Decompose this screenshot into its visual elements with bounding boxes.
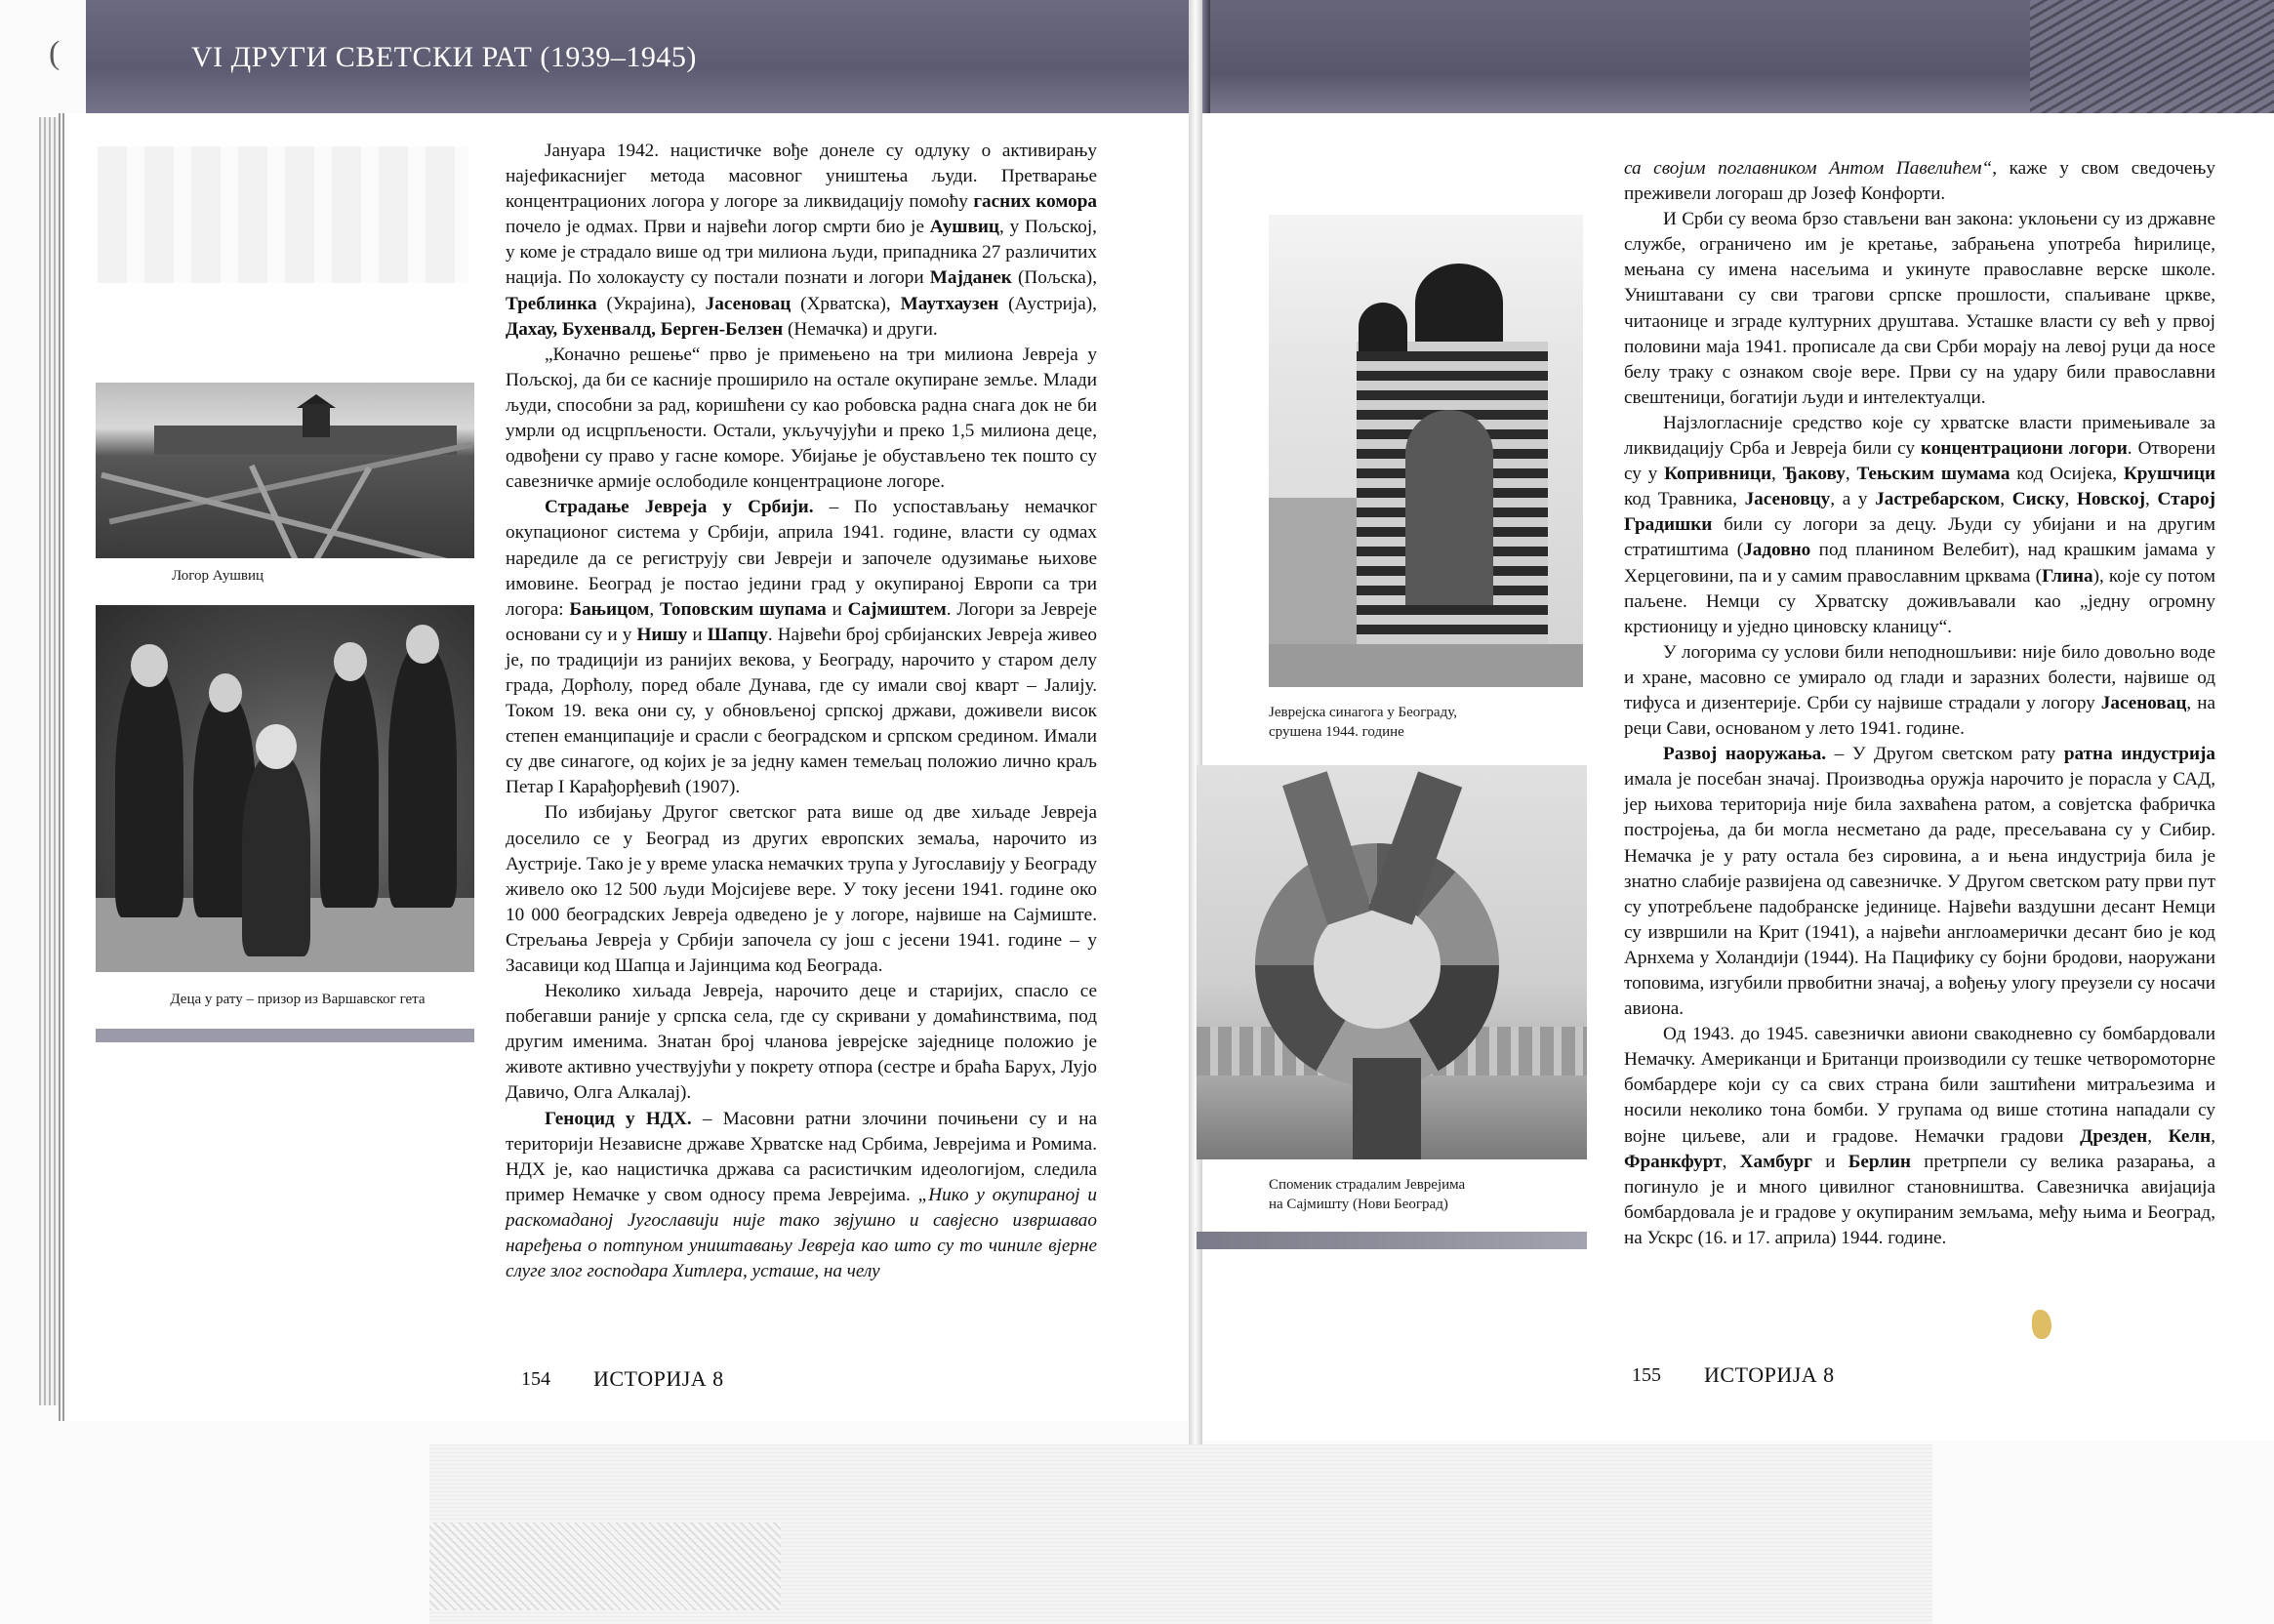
text-segment: Сајмиштем: [847, 598, 947, 620]
text-segment: Геноцид у НДХ.: [545, 1108, 692, 1129]
right-book-title: ИСТОРИЈА 8: [1704, 1362, 1835, 1387]
text-segment: – По успостављању немачког окупационог система у Србији, априла 1941. године, власти су одмах наредиле да се региструју сви Јевреји и започеле одузимање њихове имовине. Београд је постао једини град у окупираној Европи са три логора:: [506, 497, 1097, 620]
synagogue-caption: [1269, 703, 1581, 742]
text-segment: Старој Градишки: [1624, 489, 2216, 536]
monument-caption-text: Споменик страдалим Јеврејима на Сајмишту (Нови Београд): [1269, 1177, 1466, 1212]
paragraph-p6: [506, 1107, 1097, 1285]
text-segment: – У Другом светском рату: [1826, 744, 2064, 765]
text-segment: Треблинка: [506, 293, 597, 314]
text-segment: Јасеновац: [2100, 692, 2187, 713]
paragraph-r2: [1624, 207, 2215, 411]
text-segment: Копривници: [1664, 464, 1772, 485]
text-segment: са својим поглавником Антом Павелићем“: [1624, 158, 1993, 179]
text-segment: Ђакову: [1782, 464, 1846, 485]
text-segment: „Коначно решење“ прво је примењено на три милиона Јевреја у Пољској, да би се касније проширило на остале окупиране земље. Млади људи, способни за рад, коришћени су као робовска радна снага док не би умрли од исцрпљености. Остали, укључујући и преко 1,5 милиона деце, одвођени су право у гасне коморе. Убијање је обустављено тек пошто су савезничке армије ослободиле концентрационе логоре.: [506, 344, 1097, 493]
text-segment: ,: [2145, 489, 2158, 510]
sajmiste-monument-photo: [1197, 765, 1587, 1159]
paper-stain: [2032, 1310, 2051, 1339]
left-photo-bottom-band: [96, 1029, 474, 1042]
text-segment: ,: [649, 598, 660, 620]
paragraph-r1: [1624, 156, 2215, 207]
text-segment: Франкфурт: [1624, 1151, 1723, 1172]
text-segment: „Нико у окупираној и раскомаданој Југославији није тако звјушно и савјесно извршавао наређења о потпуном уништавању Јевреја као што су то чиниле вјерне слуге злог господара Хитлера, усташе, на челу: [506, 1184, 1097, 1282]
text-segment: Дахау, Бухенвалд, Берген-Белзен: [506, 318, 784, 340]
text-segment: Тењским шумама: [1856, 464, 2010, 485]
text-segment: (Немачка) и други.: [783, 318, 938, 340]
text-segment: ,: [2211, 1125, 2215, 1147]
paragraph-r3: [1624, 411, 2215, 640]
text-segment: Јасеновцу: [1744, 489, 1831, 510]
warsaw-ghetto-caption: Деца у рату – призор из Варшавског гета: [170, 992, 426, 1007]
faded-heading-ghost: [98, 146, 468, 283]
text-segment: Најзлогласније средство које су хрватске власти примењивале за ликвидацију Срба и Јевреја били су: [1624, 412, 2215, 460]
synagogue-caption-text: Јеврејска синагога у Београду, срушена 1944. године: [1269, 705, 1457, 740]
text-segment: . Отворени су у: [1624, 438, 2215, 485]
text-segment: почело је одмах. Први и највећи логор смрти био је: [506, 217, 930, 238]
left-page-number: 154: [521, 1368, 550, 1390]
text-segment: и: [687, 624, 708, 645]
warsaw-ghetto-photo: [96, 605, 474, 972]
text-segment: Мајданек: [929, 267, 1012, 289]
text-segment: Бањицом: [569, 598, 650, 620]
text-segment: Страдање Јевреја у Србији.: [545, 497, 814, 518]
text-segment: ратна индустрија: [2063, 744, 2215, 765]
text-segment: Неколико хиљада Јевреја, нарочито деце и старијих, спасло се побегавши раније у српска села, где су скривани у домаћинствима, под другим именима. Знатан број чланова јеврејске заједнице положио је животе активно учествујући у покрету отпора (сестре и браћа Барух, Лујо Давичо, Олга Алкалај).: [506, 981, 1097, 1104]
paragraph-p1: [506, 139, 1097, 343]
left-book-title: ИСТОРИЈА 8: [593, 1366, 724, 1391]
monument-caption: [1269, 1175, 1581, 1214]
text-segment: имала је посебан значај. Производња оружја нарочито је порасла у САД, јер њихова територија није била захваћена ратом, а совјетска фабричка постројења, да би могла несметано да раде, пресељавана су у Сибир. Немачка је у рату остала без сировина, а и њена индустрија била је знатно слабије развијена од савезничке. У Другом светском рату први пут су употребљене падобранске јединице. Највећи ваздушни десант Немци су извршили на Крит (1941), а највећи англоамерички десант био је код Арнхема у Холандији (1944). На Пацифику су бојни бродови, наоружани топовима, изгубили првобитни значај, а вођењу улогу преузели су носачи авиона.: [1624, 769, 2215, 1020]
text-segment: Сиску: [2011, 489, 2065, 510]
auschwitz-photo: [96, 383, 474, 558]
auschwitz-caption: Логор Аушвиц: [171, 568, 264, 584]
text-segment: . Највећи број србијанских Јевреја живео је, по традицији из ранијих векова, у Београду, нарочито у старом делу града, Дорћолу, поред обале Дунава, где су имали свој кварт – Јалију. Током 19. века они су, у обновљеној српској држави, доживели висок степен еманципације и срасли с београдском и српском средином. Имали су две синагоге, од којих је за једну камен темељац положио лично краљ Петар I Карађорђевић (1907).: [506, 624, 1098, 798]
paragraph-p4: [506, 800, 1097, 979]
paragraph-r4: [1624, 640, 2215, 742]
text-segment: ,: [1845, 464, 1857, 485]
text-segment: (Аустрија),: [998, 293, 1097, 314]
text-segment: , а у: [1830, 489, 1876, 510]
text-segment: Новској: [2077, 489, 2145, 510]
text-segment: По избијању Другог светског рата више од две хиљаде Јевреја доселило се у Београд из других европских земаља, нарочито из Аустрије. Тако је у време уласка немачких трупа у Југославију у Београду живело око 12 500 људи Мојсијеве вере. У току јесени 1941. године око 10 000 београдских Јевреја одведено је у логоре, највише на Сајмиште. Стрељања Јевреја у Србији започела су још с јесени 1941. године – у Засавици код Шапца и Јајинцима код Београда.: [506, 802, 1097, 976]
text-segment: Топовским шупама: [659, 598, 827, 620]
text-segment: , у Пољској, у коме је страдало више од три милиона људи, припадника 27 различитих нација. По холокаусту су постали познати и логори: [506, 217, 1097, 289]
text-segment: Маутхаузен: [900, 293, 999, 314]
text-segment: Шапцу: [707, 624, 768, 645]
text-segment: (Хрватска),: [791, 293, 901, 314]
synagogue-photo: [1269, 215, 1583, 687]
text-segment: ,: [1722, 1151, 1740, 1172]
text-segment: Глина: [2042, 565, 2093, 587]
text-segment: код Осијека,: [2010, 464, 2124, 485]
text-segment: Аушвиц: [929, 217, 999, 238]
paragraph-p5: [506, 979, 1097, 1106]
text-segment: . Логори за Јевреје основани су и у: [506, 598, 1097, 645]
text-segment: И Срби су веома брзо стављени ван закона: уклоњени су из државне службе, ограничено им је кретање, забрањена употреба ћирилице, мењана су имена насељима и укинуте православне верске школе. Уништавани су сви трагови српске прошлости, спаљиване цркве, читаонице и зграде културних друштава. Усташке власти су већ у првој половини маја 1941. прописале да сви Срби морају на левој руци да носе белу траку с ознаком своје вере. Први су на удару били православни свештеници, богатији људи и интелектуалци.: [1624, 209, 2215, 408]
text-segment: (Украјина),: [596, 293, 706, 314]
text-segment: , каже у свом сведочењу преживели логораш др Јозеф Конфорти.: [1624, 158, 2215, 205]
text-segment: и: [1812, 1151, 1848, 1172]
paragraph-p2: [506, 343, 1097, 496]
text-segment: Берлин: [1848, 1151, 1911, 1172]
text-segment: претрпели су велика разарања, а погинуло је и много цивилног становништва. Савезничка авијација бомбардовала је и градове у окупираним земљама, међу њима и Београд, на Ускрс (16. и 17. априла) 1944. године.: [1624, 1151, 2216, 1248]
text-segment: – Масовни ратни злочини почињени су и на територији Независне државе Хрватске над Србима, Јеврејима и Ромима. НДХ је, као нацистичка држава са расистичким идеологијом, следила пример Немачке у свом односу према Јеврејима.: [506, 1108, 1097, 1205]
text-segment: Јануара 1942. нацистичке вође донеле су одлуку о активирању најефикаснијег метода масовног уништења људи. Претварање концентрационих логора у логоре за ликвидацију помоћу: [506, 141, 1097, 213]
text-segment: Келн: [2168, 1125, 2212, 1147]
right-photo-bottom-band: [1197, 1232, 1587, 1249]
chapter-title: VI ДРУГИ СВЕТСКИ РАТ (1939–1945): [191, 41, 697, 73]
text-segment: Развој наоружања.: [1663, 744, 1827, 765]
text-segment: ,: [1771, 464, 1783, 485]
text-segment: Од 1943. до 1945. савезнички авиони свакодневно су бомбардовали Немачку. Американци и Британци производили су тешке четворомоторне бомбардере који су са свих страна били заштићени митраљезима и носили неколико тона бомби. У групама од више стотина нападали су војне циљеве, али и градове. Немачки градови: [1624, 1024, 2215, 1147]
text-segment: Нишу: [636, 624, 688, 645]
text-segment: гасних комора: [973, 191, 1098, 213]
bomber-plane-image: [2030, 0, 2274, 113]
right-page-text: [1624, 156, 2215, 1251]
book-page-edges: [39, 117, 59, 1405]
text-segment: били су логори за децу. Људи су убијани и на другим стратиштима (: [1624, 514, 2215, 561]
scan-noise: [429, 1522, 781, 1610]
text-segment: под планином Велебит), над крашким јамама у Херцеговини, па и у самим православним црквама (: [1624, 540, 2215, 587]
text-segment: код Травника,: [1624, 489, 1745, 510]
text-segment: ), које су потом паљене. Немци су Хрватску доживљавали као „једну огромну крстионицу и уједно циновску кланицу“.: [1624, 565, 2215, 637]
text-segment: и: [826, 598, 848, 620]
left-page-text: [506, 139, 1097, 1284]
text-segment: ,: [2147, 1125, 2169, 1147]
text-segment: , на реци Сави, основаном у лето 1941. године.: [1624, 692, 2215, 740]
text-segment: Дрезден: [2080, 1125, 2148, 1147]
text-segment: концентрациони логори: [1921, 438, 2128, 460]
text-segment: У логорима су услови били неподношљиви: није било довољно воде и хране, масовно се умирало од глади и заразних болести, највише од тифуса и дизентерије. Срби су највише страдали у логору: [1624, 641, 2215, 713]
scan-corner-mark: (: [49, 35, 61, 71]
paragraph-r6: [1624, 1022, 2215, 1251]
text-segment: ,: [2000, 489, 2012, 510]
text-segment: Хамбург: [1739, 1151, 1813, 1172]
text-segment: (Пољска),: [1011, 267, 1097, 289]
paragraph-p3: [506, 495, 1097, 800]
right-page-number: 155: [1632, 1364, 1661, 1386]
text-segment: Јадовно: [1743, 540, 1811, 561]
text-segment: Крушчици: [2123, 464, 2216, 485]
paragraph-r5: [1624, 742, 2215, 1022]
text-segment: ,: [2064, 489, 2078, 510]
text-segment: Јастребарском: [1875, 489, 2001, 510]
text-segment: Јасеновац: [705, 293, 792, 314]
